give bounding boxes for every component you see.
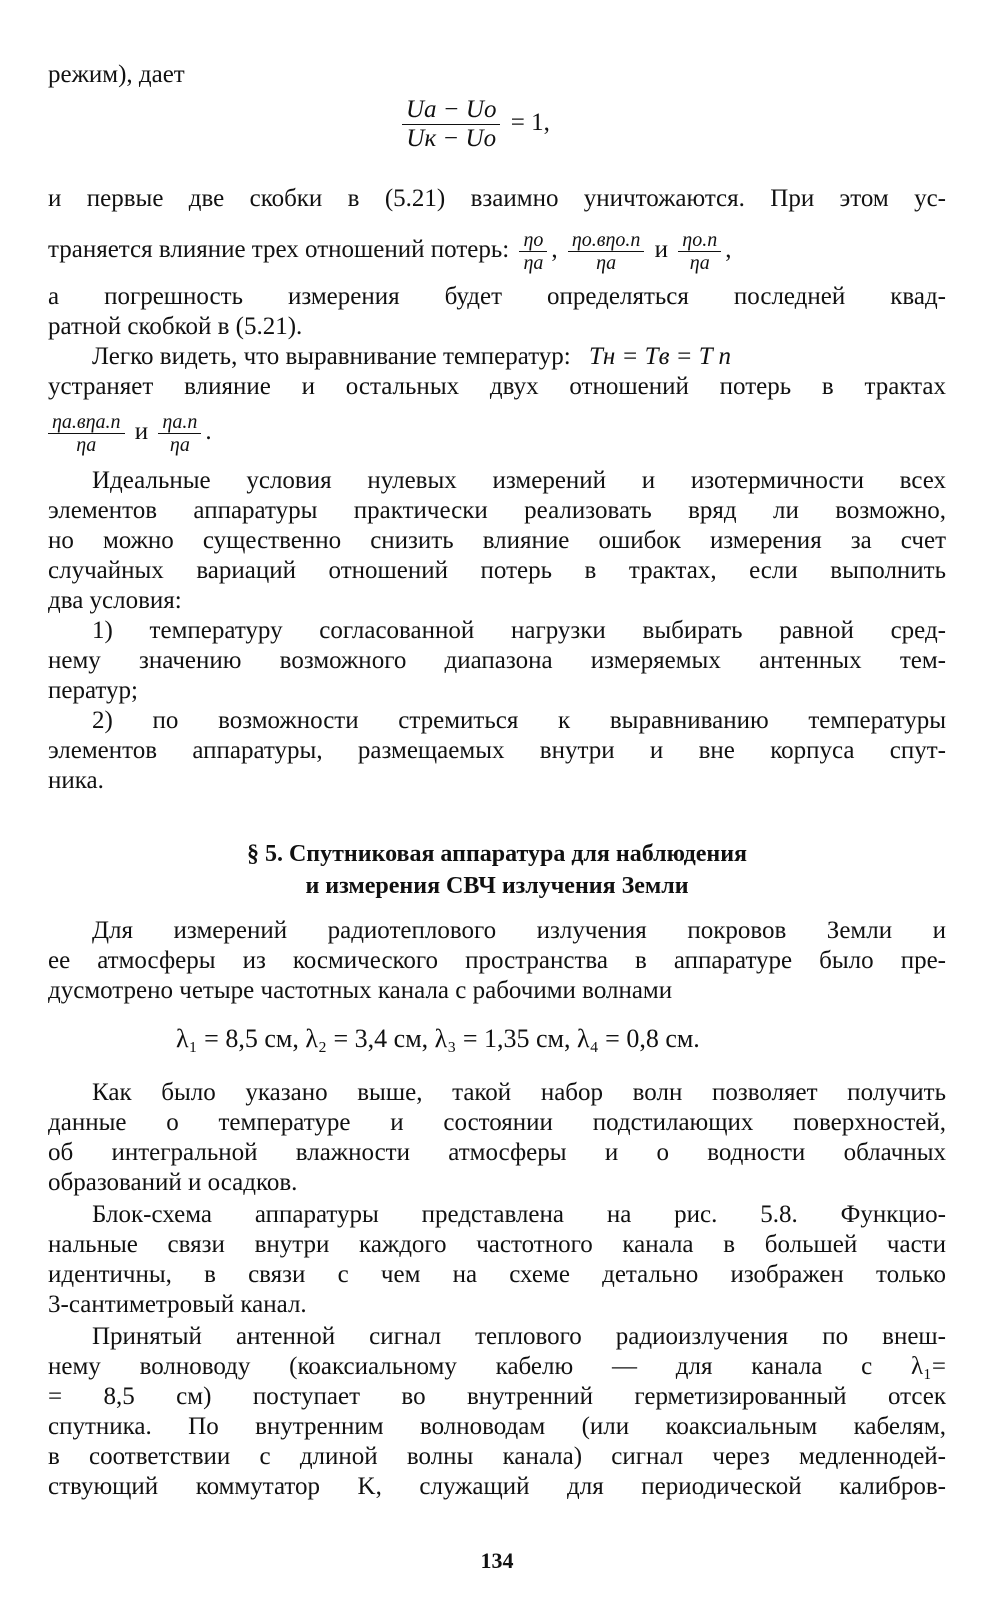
text-line — [92, 342, 946, 372]
ratio-numerator: ηо.вηо.п — [568, 229, 645, 252]
formula-rhs: = 1, — [510, 109, 550, 137]
text-line: Блок-схема аппаратуры представлена на рис. 5.8. Функцио- — [92, 1201, 946, 1228]
ratio-numerator: ηо.п — [678, 229, 721, 252]
text-line: ператур; — [48, 677, 138, 704]
text-line: данные о температуре и состоянии подстилающих поверхностей, — [48, 1109, 946, 1136]
section-heading-line1: § 5. Спутниковая аппаратура для наблюдения — [246, 841, 748, 867]
text-line: Для измерений радиотеплового излучения покровов Земли и — [92, 917, 946, 944]
ratio-numerator: ηа.вηа.п — [48, 411, 125, 434]
text-line: и первые две скобки в (5.21) взаимно уничтожаются. При этом ус- — [48, 185, 946, 212]
ratio-fraction — [568, 229, 645, 274]
text-line: Как было указано выше, такой набор волн позволяет получить — [92, 1079, 946, 1106]
page-number: 134 — [480, 1548, 514, 1573]
text-line: ратной скобкой в (5.21). — [48, 313, 303, 340]
text-line: режим), дает — [48, 61, 185, 88]
ratios-line-2: $\frac{\text{ηа.вηа.п}}{\eta а}$ и $\frac{\eta а.п}{\eta а}$ . — [44, 404, 212, 460]
ratio-denominator: ηа — [689, 251, 710, 274]
text-line: 1) температуру согласованной нагрузки выбирать равной сред- — [92, 617, 946, 644]
formula-fraction — [402, 96, 500, 153]
text-segment: Легко видеть, что выравнивание температур: — [92, 343, 571, 370]
text-line: нему значению возможного диапазона измеряемых антенных тем- — [48, 647, 946, 674]
ratio-fraction — [158, 411, 201, 456]
text-line: элементов аппаратуры практически реализовать вряд ли возможно, — [48, 497, 946, 524]
formula-main — [398, 96, 550, 153]
section-heading-line2: и измерения СВЧ излучения Земли — [305, 873, 689, 899]
text-line: ее атмосферы из космического пространства в аппаратуре было пре- — [48, 947, 946, 974]
text-line: ствующий коммутатор K, служащий для периодической калибров- — [48, 1473, 946, 1500]
text-line: об интегральной влажности атмосферы и о водности облачных — [48, 1139, 946, 1166]
formula-numerator: Uа − Uо — [402, 96, 500, 125]
ratio-numerator: ηо — [519, 229, 547, 252]
text-line: Принятый антенной сигнал теплового радиоизлучения по внеш- — [92, 1323, 946, 1350]
wavelengths-formula: λ₁ = 8,5 см, λ₂ = 3,4 см, λ₃ = 1,35 см, λ₄ = 0,8 см. — [176, 1024, 700, 1053]
text-line: дусмотрено четыре частотных канала с рабочими волнами — [48, 977, 673, 1004]
text-line: нальные связи внутри каждого частотного канала в большей части — [48, 1231, 946, 1258]
text-line: = 8,5 см) поступает во внутренний герметизированный отсек — [48, 1383, 946, 1410]
text-line: образований и осадков. — [48, 1169, 298, 1196]
text-line: Идеальные условия нулевых измерений и изотермичности всех — [92, 467, 946, 494]
text-line: идентичны, в связи с чем на схеме детально изображен только — [48, 1261, 946, 1288]
text-segment: и — [654, 236, 669, 263]
ratios-line: траняется влияние трех отношений потерь: $\frac{\eta о}{\eta а}$ , $\frac{\text{ηо.вηо.п}}{\eta а}$ и $\frac{\eta о.п}{\eta а}$ , — [48, 228, 732, 274]
text-line: нему волноводу (коаксиальному кабелю — для канала с λ₁= — [48, 1353, 946, 1380]
text-line: спутника. По внутренним волноводам (или коаксиальным кабелям, — [48, 1413, 946, 1440]
formula-denominator: Uк − Uо — [406, 125, 497, 152]
text-line: 3-сантиметровый канал. — [48, 1291, 307, 1318]
ratio-fraction — [48, 411, 125, 456]
ratio-fraction — [678, 229, 721, 274]
text-line: но можно существенно снизить влияние ошибок измерения за счет — [48, 527, 946, 554]
text-line: два условия: — [48, 587, 182, 614]
ratio-denominator: ηа — [76, 433, 97, 456]
ratio-denominator: ηа — [523, 251, 544, 274]
text-line: а погрешность измерения будет определяться последней квад- — [48, 283, 946, 310]
text-line: элементов аппаратуры, размещаемых внутри и вне корпуса спут- — [48, 737, 946, 764]
ratio-fraction — [519, 229, 547, 274]
text-line: ника. — [48, 767, 104, 794]
text-line: 2) по возможности стремиться к выравниванию температуры — [92, 707, 946, 734]
ratio-denominator: ηа — [169, 433, 190, 456]
ratio-numerator: ηа.п — [158, 411, 201, 434]
ratio-denominator: ηа — [596, 251, 617, 274]
text-segment: и — [134, 418, 149, 445]
text-line: случайных вариаций отношений потерь в трактах, если выполнить — [48, 557, 946, 584]
temperature-equality: Tн = Tв = T п — [589, 343, 732, 370]
text-segment: траняется влияние трех отношений потерь: — [48, 236, 510, 263]
text-line: в соответствии с длиной волны канала) сигнал через медленнодей- — [48, 1443, 946, 1470]
text-line: устраняет влияние и остальных двух отношений потерь в трактах — [48, 373, 946, 400]
